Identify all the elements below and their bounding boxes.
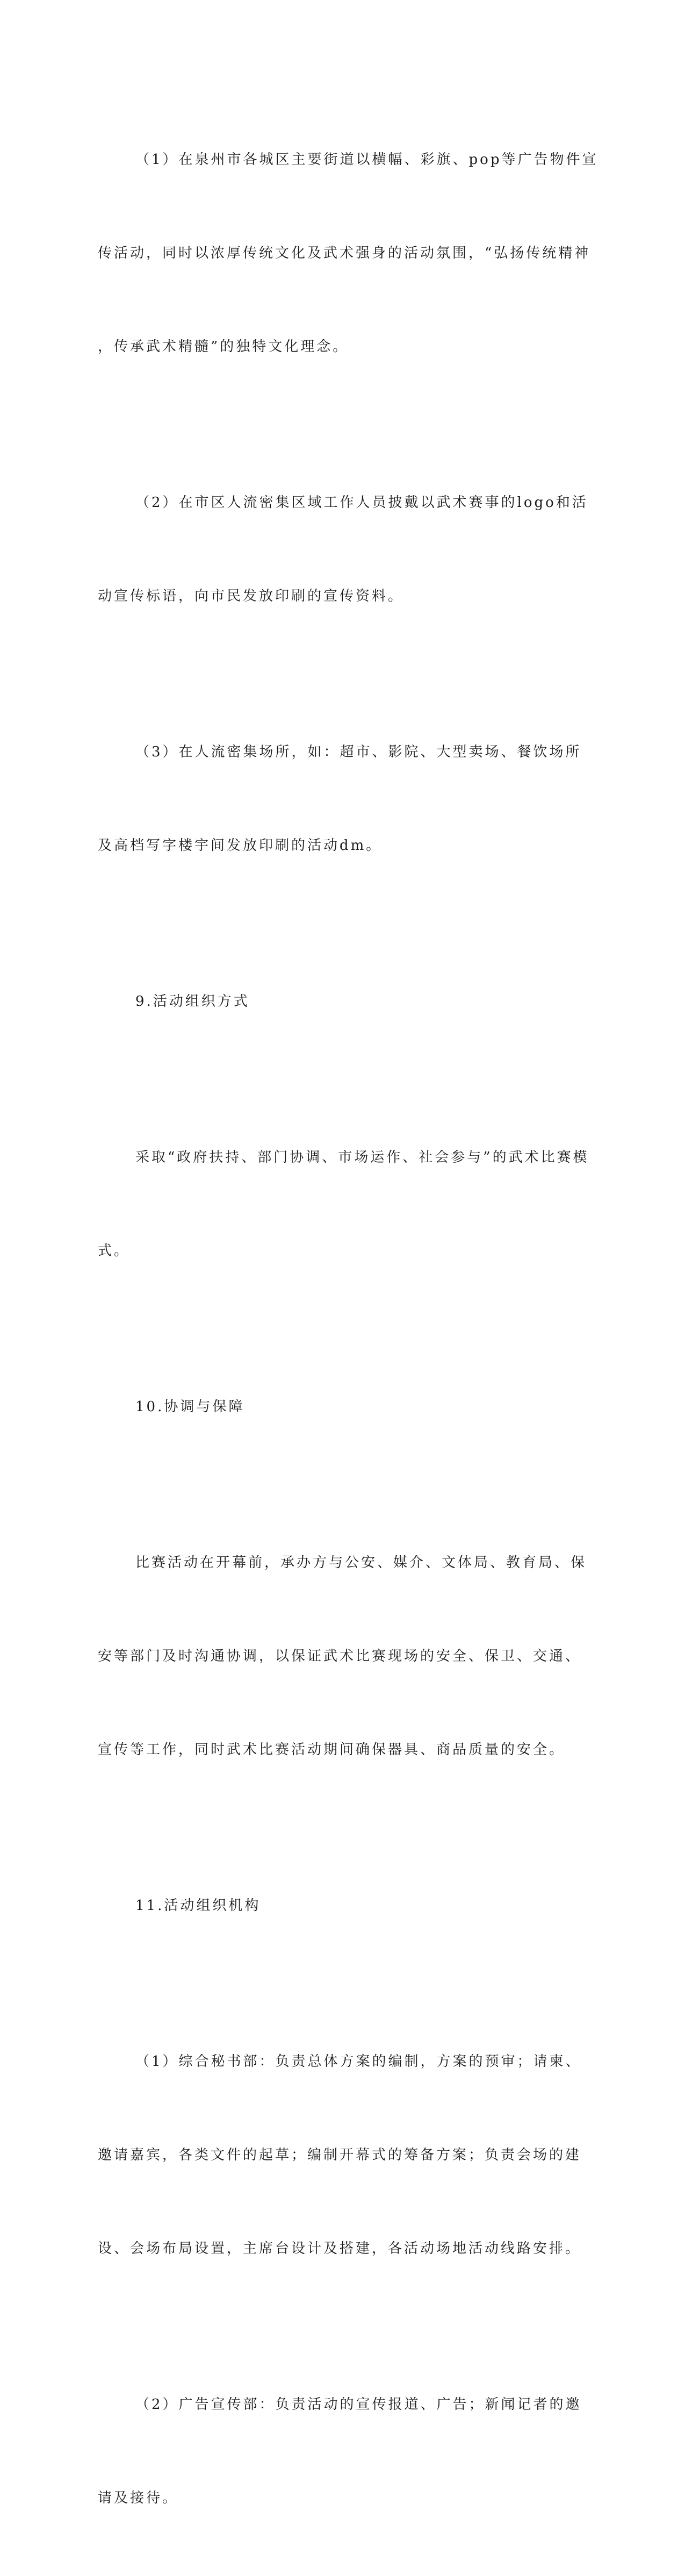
- section-heading-coordination: [98, 1329, 561, 1485]
- paragraph-advertising-dept: [98, 2327, 582, 2576]
- section-heading-organization-structure: [98, 1828, 561, 1984]
- heading-line: 9.活动组织方式: [135, 993, 250, 1010]
- paragraph-coordination-details: [98, 1485, 587, 1828]
- paragraph-competition-model: [98, 1079, 589, 1329]
- text-line: ，传承武术精髓”的独特文化理念。: [98, 339, 349, 355]
- text-line: 安等部门及时沟通协调，以保证武术比赛现场的安全、保卫、交通、: [98, 1648, 582, 1664]
- text-line: （1）在泉州市各城区主要街道以横幅、彩旗、pop等广告物件宣: [135, 152, 599, 168]
- text-line: 式。: [98, 1243, 131, 1259]
- document-page: [98, 82, 599, 2576]
- heading-line: 10.协调与保障: [135, 1399, 245, 1415]
- heading-line: 11.活动组织机构: [135, 1898, 261, 1914]
- paragraph-staff-logo: [98, 425, 588, 674]
- text-line: 动宣传标语，向市民发放印刷的宣传资料。: [98, 588, 405, 604]
- paragraph-crowded-places: [98, 674, 582, 924]
- paragraph-street-banners: [98, 82, 599, 425]
- text-line: 传活动，同时以浓厚传统文化及武术强身的活动氛围，“弘扬传统精神: [98, 245, 591, 261]
- text-line: 宣传等工作，同时武术比赛活动期间确保器具、商品质量的安全。: [98, 1742, 566, 1758]
- paragraph-secretariat: [98, 1984, 582, 2327]
- text-line: 请及接待。: [98, 2490, 179, 2506]
- text-line: 比赛活动在开幕前，承办方与公安、媒介、文体局、教育局、保: [135, 1555, 587, 1571]
- text-line: （1）综合秘书部：负责总体方案的编制，方案的预审；请柬、: [135, 2053, 582, 2070]
- text-line: （2）广告宣传部：负责活动的宣传报道、广告；新闻记者的邀: [135, 2396, 582, 2413]
- text-line: 邀请嘉宾，各类文件的起草；编制开幕式的筹备方案；负责会场的建: [98, 2147, 582, 2163]
- text-line: 及高档写字楼宇间发放印刷的活动dm。: [98, 838, 383, 854]
- text-line: 设、会场布局设置，主席台设计及搭建，各活动场地活动线路安排。: [98, 2241, 582, 2257]
- text-line: （3）在人流密集场所，如：超市、影院、大型卖场、餐饮场所: [135, 744, 582, 760]
- section-heading-organization-mode: [98, 924, 561, 1079]
- text-line: （2）在市区人流密集区域工作人员披戴以武术赛事的logo和活: [135, 495, 588, 511]
- text-line: 采取“政府扶持、部门协调、市场运作、社会参与”的武术比赛模: [135, 1149, 589, 1165]
